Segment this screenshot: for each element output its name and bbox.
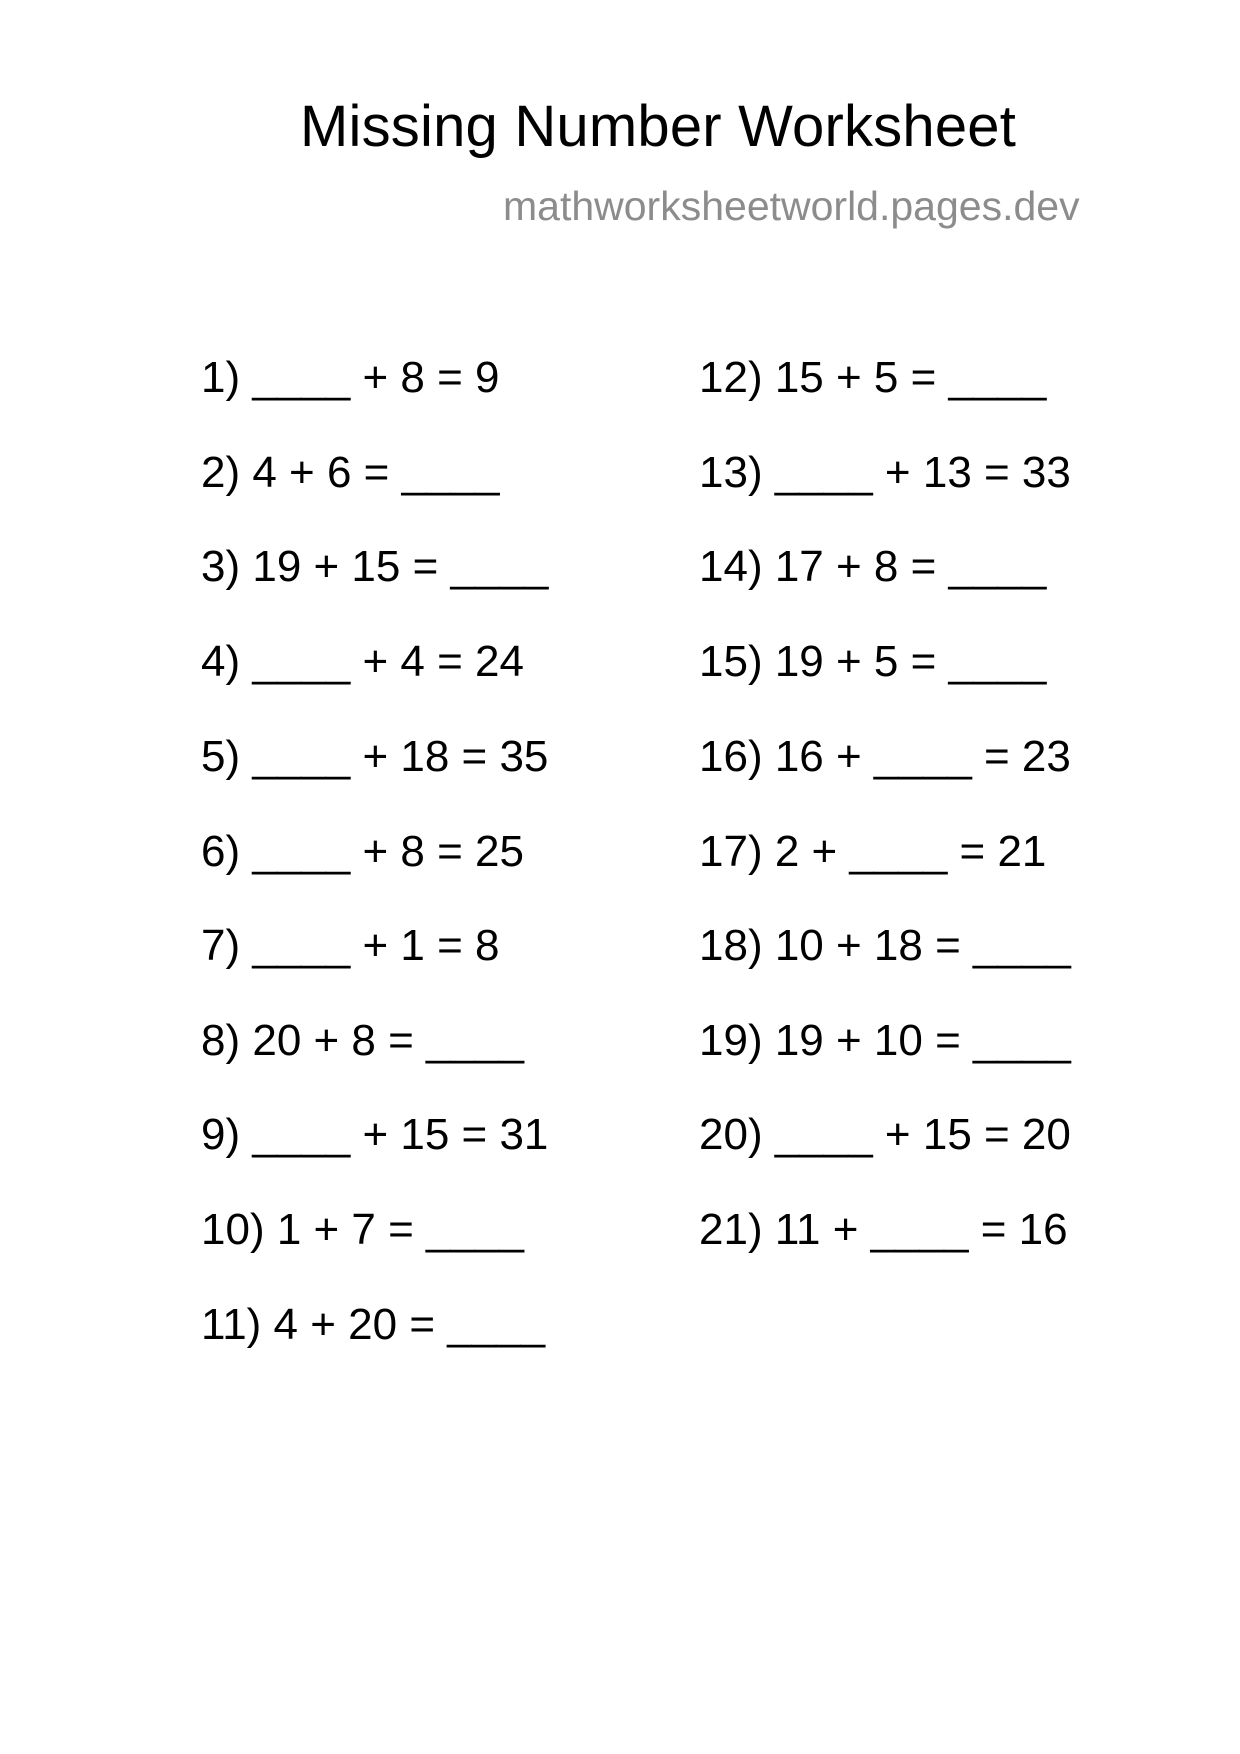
worksheet-title: Missing Number Worksheet [300,94,1017,159]
problem-12: 12) 15 + 5 = ____ [699,353,1047,402]
source-url: mathworksheetworld.pages.dev [503,183,1080,229]
problem-2: 2) 4 + 6 = ____ [201,448,500,497]
problem-11: 11) 4 + 20 = ____ [201,1300,546,1349]
problem-20: 20) ____ + 15 = 20 [699,1110,1071,1159]
problem-6: 6) ____ + 8 = 25 [201,827,524,876]
problem-19: 19) 19 + 10 = ____ [699,1016,1071,1065]
problem-3: 3) 19 + 15 = ____ [201,542,549,591]
problem-15: 15) 19 + 5 = ____ [699,637,1047,686]
problem-18: 18) 10 + 18 = ____ [699,921,1071,970]
problem-8: 8) 20 + 8 = ____ [201,1016,524,1065]
problem-1: 1) ____ + 8 = 9 [201,353,500,402]
problem-10: 10) 1 + 7 = ____ [201,1205,524,1254]
problem-21: 21) 11 + ____ = 16 [699,1205,1068,1254]
problem-16: 16) 16 + ____ = 23 [699,732,1071,781]
problem-4: 4) ____ + 4 = 24 [201,637,524,686]
problem-7: 7) ____ + 1 = 8 [201,921,500,970]
problem-9: 9) ____ + 15 = 31 [201,1110,549,1159]
problem-17: 17) 2 + ____ = 21 [699,827,1047,876]
problem-13: 13) ____ + 13 = 33 [699,448,1071,497]
problem-5: 5) ____ + 18 = 35 [201,732,549,781]
problem-14: 14) 17 + 8 = ____ [699,542,1047,591]
